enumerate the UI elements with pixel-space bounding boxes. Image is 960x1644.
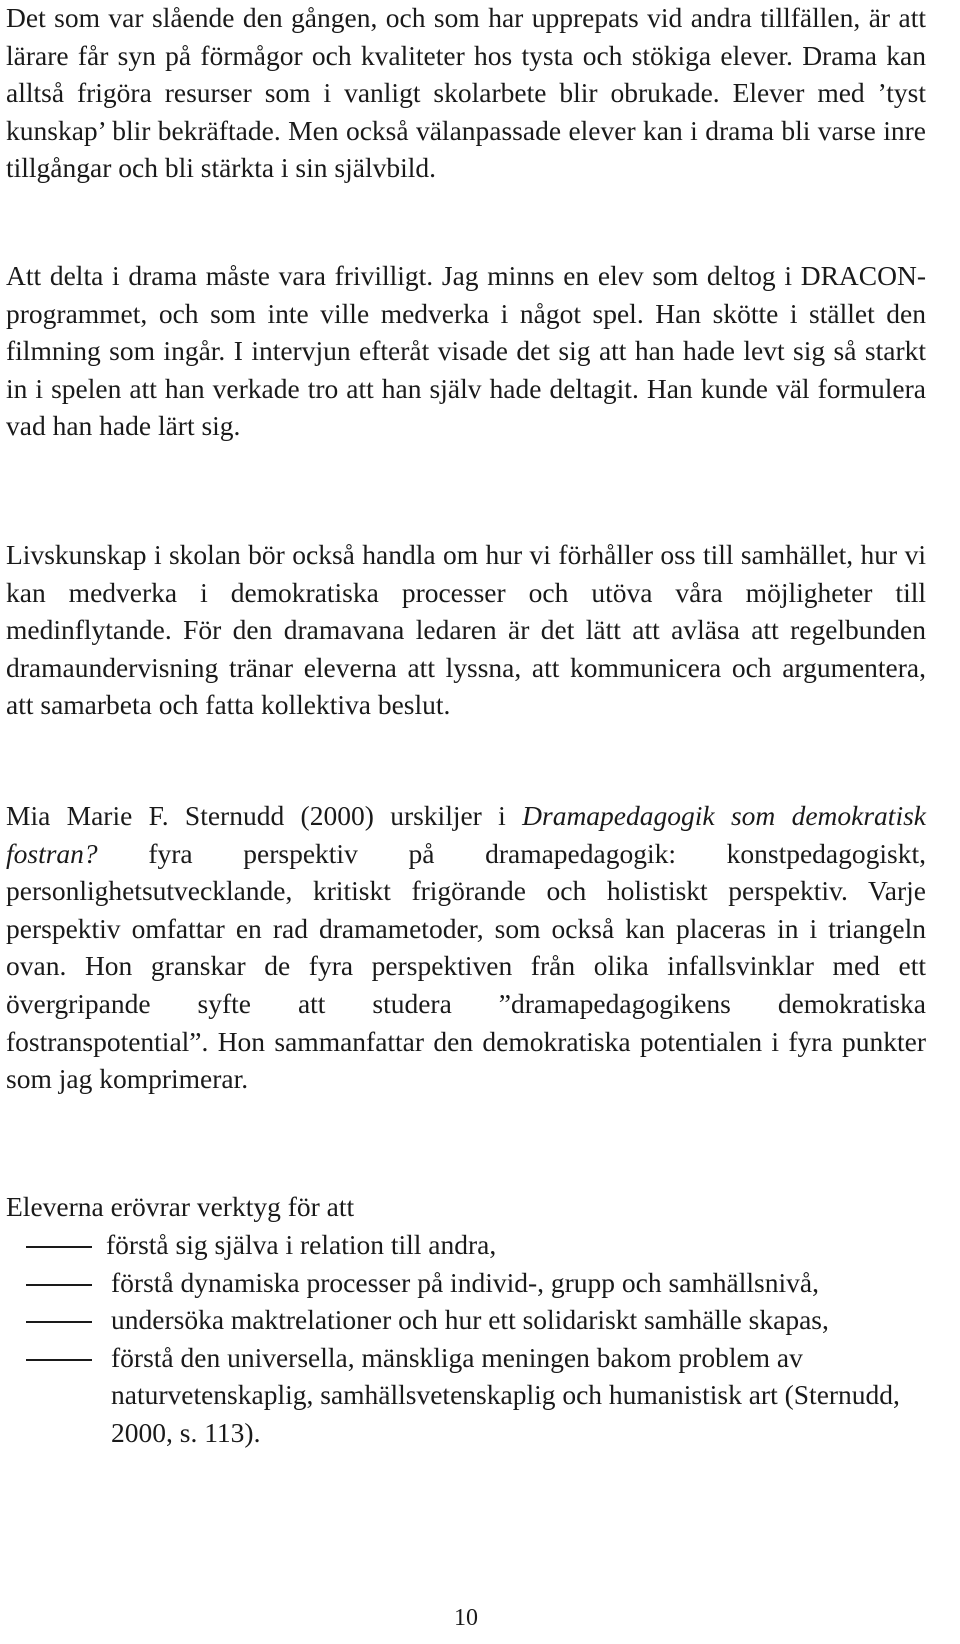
bullet-list [6, 1226, 926, 1452]
paragraph-4 [6, 797, 926, 1098]
paragraph-4-body: fyra perspektiv på dramapedagogik: konstpedagogiskt, personlighetsutvecklande, kritiskt frigörande och holistiskt perspektiv. Varje perspektiv omfattar en rad dramametoder, som också kan placeras in i triangeln ovan. Hon granskar de fyra perspektiven från olika infallsvinklar med ett övergripande syfte att studera ”dramapedagogikens demokratiska fostranspotential”. Hon sammanfattar den demokratiska potentialen i fyra punkter som jag komprimerar. [6, 837, 926, 1095]
dash-bullet-icon [26, 1321, 92, 1323]
dash-bullet-icon [26, 1284, 92, 1286]
list-item [6, 1339, 926, 1452]
cited-book-title: Dramapedagogik som demokratisk fostran? [6, 800, 926, 869]
list-intro: Eleverna erövrar verktyg för att [6, 1191, 355, 1222]
page-number: 10 [454, 1605, 478, 1631]
list-item [6, 1301, 926, 1339]
paragraph-3: Livskunskap i skolan bör också handla om hur vi förhåller oss till samhället, hur vi kan medverka i demokratiska processer och utöva våra möjligheter till medinflytande. För den dramavana ledaren är det lätt att avläsa att regelbunden dramaundervisning tränar eleverna att lyssna, att kommunicera och argumentera, att samarbeta och fatta kollektiva beslut. [6, 539, 926, 721]
list-item [6, 1264, 926, 1302]
list-item-text: undersöka maktrelationer och hur ett solidariskt samhälle skapas, [111, 1304, 829, 1336]
dash-bullet-icon [26, 1359, 92, 1361]
paragraph-1: Det som var slående den gången, och som har upprepats vid andra tillfällen, är att lärare får syn på förmågor och kvaliteter hos tysta och stökiga elever. Drama kan alltså frigöra resurser som i vanligt skolarbete blir obrukade. Elever med ’tyst kunskap’ blir bekräftade. Men också välanpassade elever kan i drama bli varse inre tillgångar och bli stärkta i sin självbild. [6, 2, 926, 184]
paragraph-2: Att delta i drama måste vara frivilligt. Jag minns en elev som deltog i DRACON-programmet, och som inte ville medverka i något spel. Han skötte i stället den filmning som ingår. I intervjun efteråt visade det sig att han hade levt sig så starkt in i spelen att han verkade tro att han själv hade deltagit. Han kunde väl formulera vad han hade lärt sig. [6, 260, 926, 442]
document-page [6, 0, 946, 1644]
list-item [6, 1226, 926, 1264]
paragraph-4-intro: Mia Marie F. Sternudd (2000) urskiljer i [6, 800, 523, 831]
list-item-text: förstå dynamiska processer på individ-, grupp och samhällsnivå, [111, 1266, 819, 1298]
list-item-text: förstå den universella, mänskliga meningen bakom problem av naturvetenskaplig, samhällsvetenskaplig och humanistisk art (Sternudd, 2000, s. 113). [111, 1341, 900, 1448]
list-item-text: förstå sig själva i relation till andra, [106, 1229, 497, 1260]
dash-bullet-icon [26, 1246, 92, 1248]
